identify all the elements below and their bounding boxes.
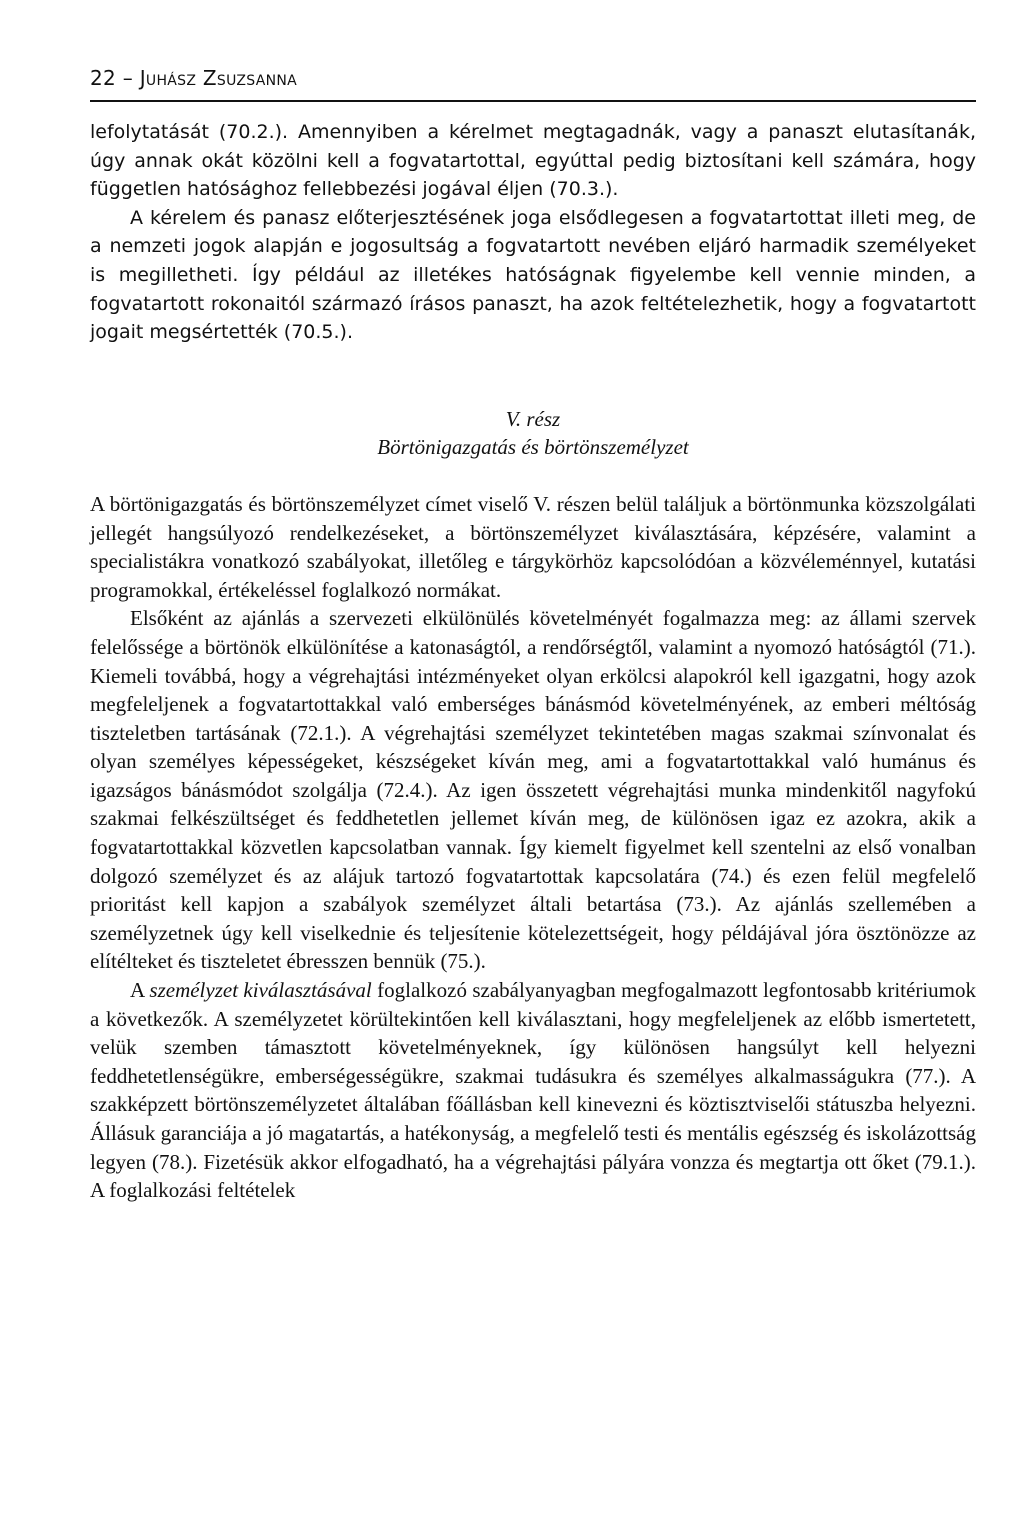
section-title: Börtönigazgatás és börtönszemélyzet [377, 435, 689, 460]
paragraph-rest: foglalkozó szabályanyagban megfogalmazott legfontosabb kritériumok a következők. A személyzetet körültekintően kell kiválasztani, hogy megfeleljenek az előbb ismertetett, velük szemben támasztott követelményeknek, így különösen hangsúlyt kell helyezni feddhetetlenségükre, emberségességükre, szakmai tudásukra és személyes alkalmasságukra (77.). A szakképzett börtönszemélyzetet általában főállásban kell kinevezni és köztisztviselői státuszba helyezni. Állásuk garanciája a jó magatartás, a hatékonyság, a megfelelő testi és mentális egészség és iskolázottság legyen (78.). Fizetésük akkor elfogadható, ha a végrehajtási pályára vonzza és megtartja ott őket (79.1.). A foglalkozási feltételek [90, 978, 976, 1203]
section-heading [90, 405, 976, 462]
running-header [90, 64, 976, 102]
paragraph-complaint-rights: A kérelem és panasz előterjesztésének joga elsődlegesen a fogvatartottat illeti meg, de a nemzeti jogok alapján e jogosultság a fogvatartott nevében eljáró harmadik személyeket is megilletheti. Így például az illetékes hatóságnak figyelembe kell vennie minden, a fogvatartott rokonaitól származó írásos panaszt, ha azok feltételezhetik, hogy a fogvatartott jogait megsértették (70.5.). [90, 206, 976, 344]
header-separator: – [122, 66, 134, 90]
emphasized-phrase: személyzet kiválasztásával [149, 978, 372, 1003]
paragraph-staff-selection [90, 976, 976, 1205]
paragraph-section-intro: A börtönigazgatás és börtönszemélyzet címet viselő V. részen belül találjuk a börtönmunka közszolgálati jellegét hangsúlyozó rendelkezéseket, a börtönszemélyzet kiválasztására, képzésére, valamint a specialistákra vonatkozó szabályokat, illetőleg e tárgykörhöz kapcsolódóan a közvéleménnyel, kutatási programokkal, értékeléssel foglalkozó normákat. [90, 491, 976, 602]
paragraph-lead: A [130, 978, 150, 1003]
paragraph-continuation: lefolytatását (70.2.). Amennyiben a kérelmet megtagadnák, vagy a panaszt elutasítanák, úgy annak okát közölni kell a fogvatartottal, egyúttal pedig biztosítani kell számára, hogy független hatósághoz fellebbezési jogával éljen (70.3.). [90, 121, 976, 201]
page-number: 22 [90, 66, 117, 90]
paragraph-organization: Elsőként az ajánlás a szervezeti elkülönülés követelményét fogalmazza meg: az állami szervek felelőssége a börtönök elkülönítése a katonaságtól, a rendőrségtől, valamint a nyomozó hatóságtól (71.). Kiemeli továbbá, hogy a végrehajtási intézményeket olyan erkölcsi alapokról kell igazgatni, hogy azok megfeleljenek a fogvatartottakkal való emberséges bánásmód követelményének, az emberi méltóság tiszteletben tartásának (72.1.). A végrehajtási személyzet tekintetében magas szakmai színvonalat és olyan személyes képességeket, készségeket kíván meg, ami a fogvatartottakkal való humánus és igazságos bánásmódot szolgálja (72.4.). Az igen összetett végrehajtási munka mindenkitől nagyfokú szakmai felkészültséget és feddhetetlen jellemet kíván meg, de különösen igaz ez azokra, akik a fogvatartottakkal közvetlen kapcsolatban vannak. Így kiemelt figyelmet kell szentelni az első vonalban dolgozó személyzet és az alájuk tartozó fogvatartottak kapcsolatára (74.) és ezen felül megfelelő prioritást kell kapjon a szabályok személyzet általi betartása (73.). Az ajánlás szellemében a személyzetnek úgy kell viselkednie és teljesítenie kötelezettségeit, hogy példájával jóra ösztönözze az elítélteket és tiszteletet ébresszen bennük (75.). [90, 606, 976, 974]
page-body [90, 118, 976, 1205]
running-head-author: Juhász Zsuzsanna [139, 66, 298, 90]
section-number: V. rész [505, 406, 561, 431]
